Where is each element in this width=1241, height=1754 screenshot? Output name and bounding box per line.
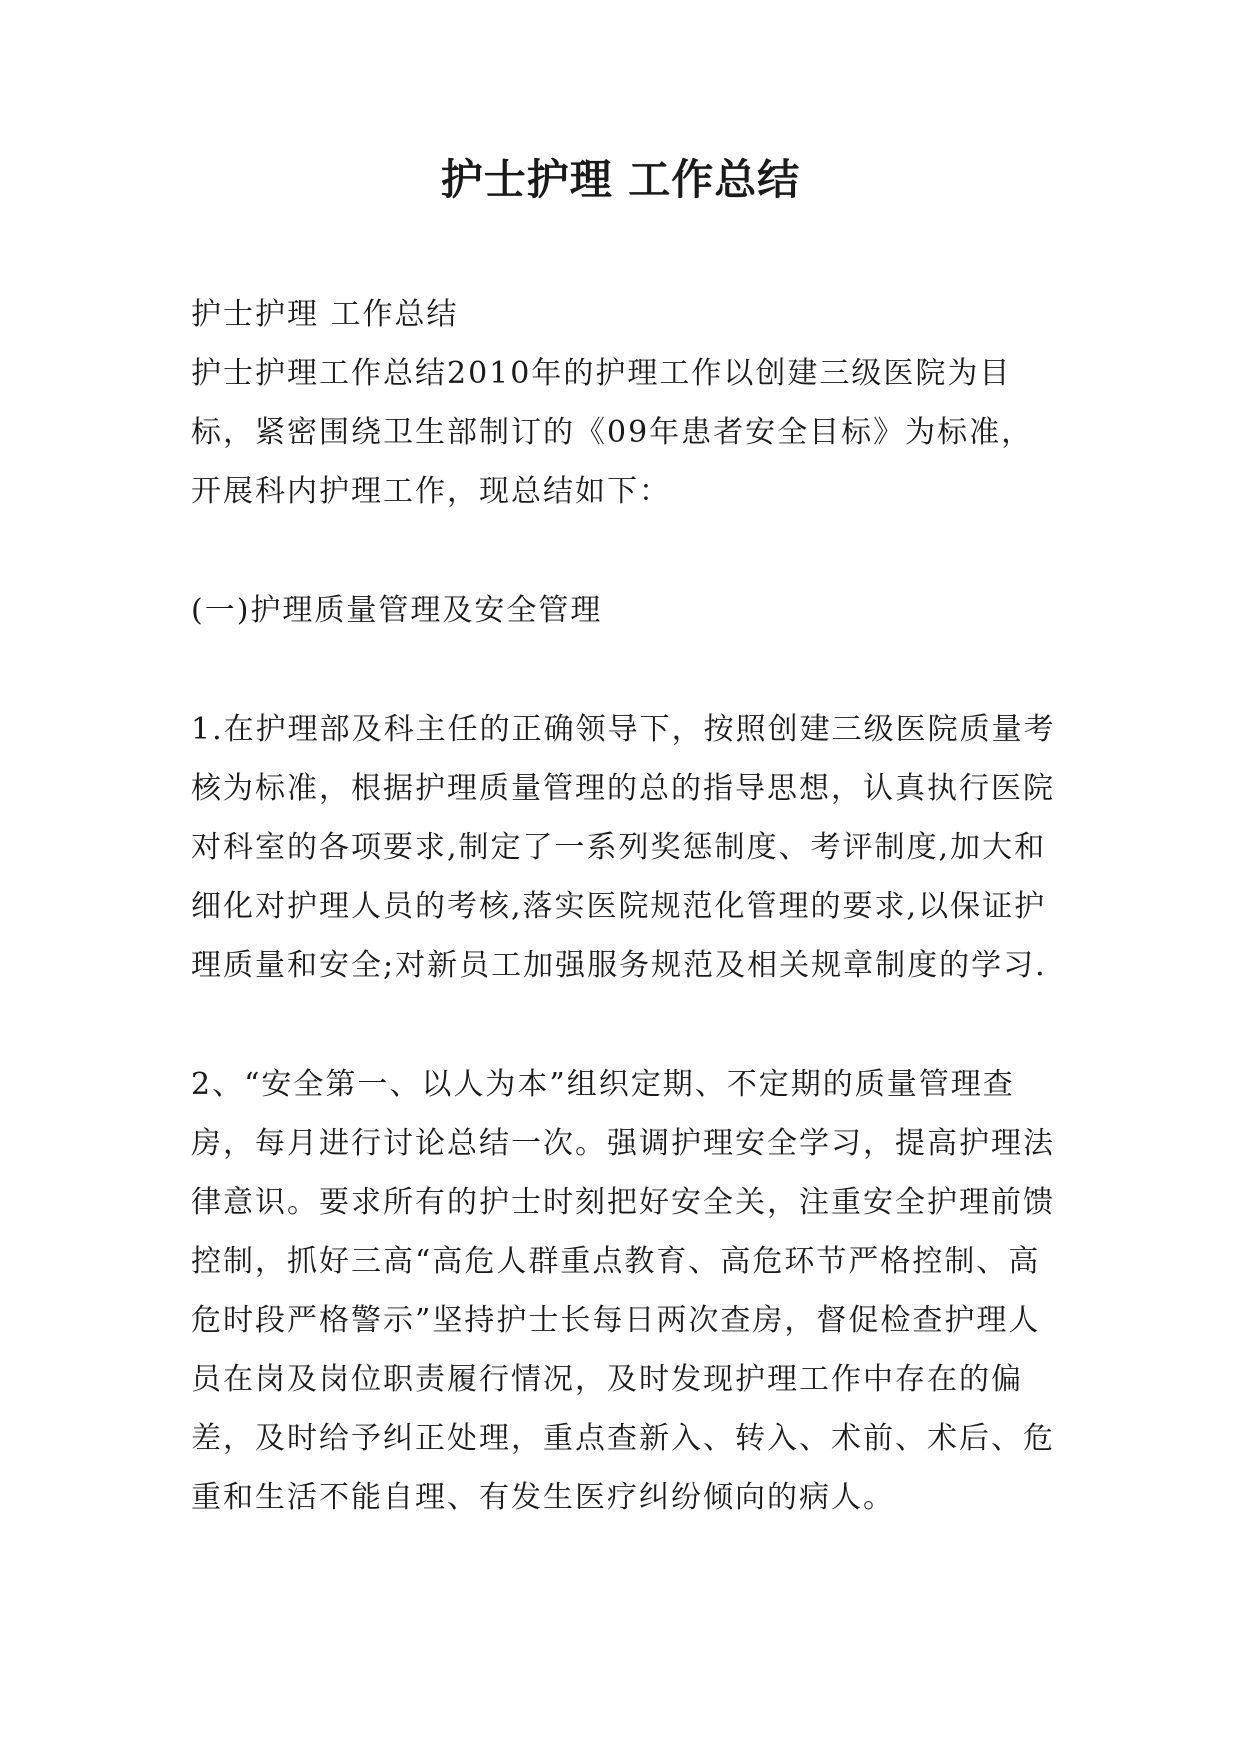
subtitle-paragraph: 护士护理 工作总结 xyxy=(191,297,459,332)
intro-paragraph: 护士护理工作总结2010年的护理工作以创建三级医院为目标，紧密围绕卫生部制订的《09年患者安全目标》为标准，开展科内护理工作，现总结如下： xyxy=(191,356,1034,509)
paragraph-item-2: 2、“安全第一、以人为本”组织定期、不定期的质量管理查房，每月进行讨论总结一次。强调护理安全学习，提高护理法律意识。要求所有的护士时刻把好安全关，注重安全护理前馈控制，抓好三高“高危人群重点教育、高危环节严格控制、高危时段严格警示”坚持护士长每日两次查房，督促检查护理人员在岗及岗位职责履行情况，及时发现护理工作中存在的偏差，及时给予纠正处理，重点查新入、转入、术前、术后、危重和生活不能自理、有发生医疗纠纷倾向的病人。 xyxy=(191,1067,1055,1515)
paragraph-item-1: 1.在护理部及科主任的正确领导下，按照创建三级医院质量考核为标准，根据护理质量管理的总的指导思想，认真执行医院对科室的各项要求,制定了一系列奖惩制度、考评制度,加大和细化对护理人员的考核,落实医院规范化管理的要求,以保证护理质量和安全;对新员工加强服务规范及相关规章制度的学习. xyxy=(191,712,1056,983)
document-body xyxy=(191,285,1061,1527)
section-heading: (一)护理质量管理及安全管理 xyxy=(191,593,603,628)
document-title: 护士护理 工作总结 xyxy=(440,155,801,204)
